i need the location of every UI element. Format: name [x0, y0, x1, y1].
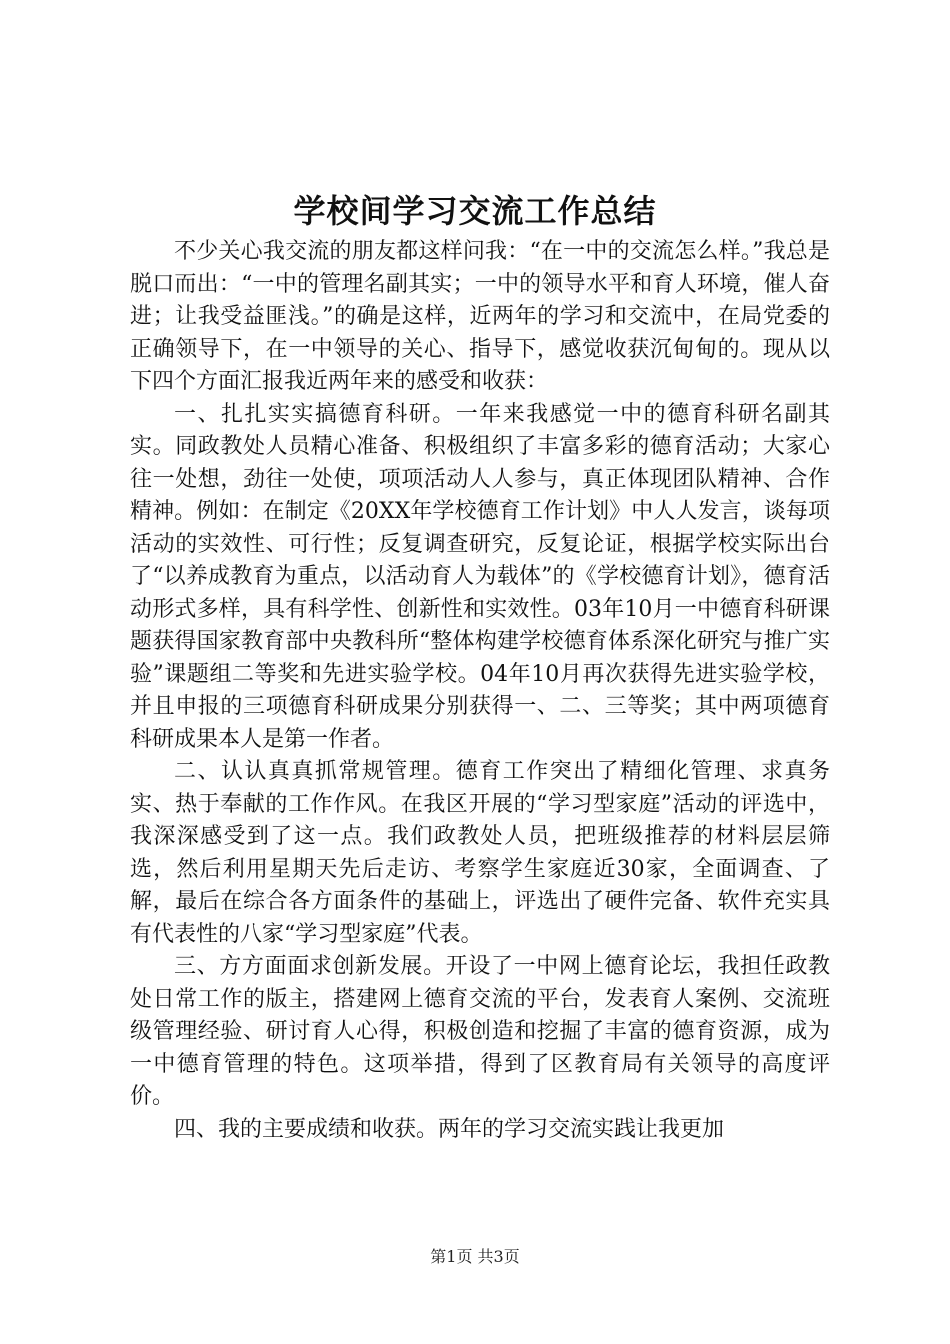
document-title: 学校间学习交流工作总结: [293, 192, 657, 230]
paragraph-intro: 不少关心我交流的朋友都这样问我：“在一中的交流怎么样。”我总是脱口而出：“一中的管理名副其实；一中的领导水平和育人环境，催人奋进；让我受益匪浅。”的确是这样，近两年的学习和交流中，在局党委的正确领导下，在一中领导的关心、指导下，感觉收获沉甸甸的。现从以下四个方面汇报我近两年来的感受和收获：: [130, 239, 830, 394]
paragraph-section-4: 四、我的主要成绩和收获。两年的学习交流实践让我更加: [174, 1116, 725, 1142]
document-body: [130, 236, 830, 1146]
paragraph-section-2: 二、认认真真抓常规管理。德育工作突出了精细化管理、求真务实、热于奉献的工作作风。在我区开展的“学习型家庭”活动的评选中，我深深感受到了这一点。我们政教处人员，把班级推荐的材料层层筛选，然后利用星期天先后走访、考察学生家庭近30家，全面调查、了解，最后在综合各方面条件的基础上，评选出了硬件完备、软件充实具有代表性的八家“学习型家庭”代表。: [130, 759, 830, 947]
paragraph-section-1: 一、扎扎实实搞德育科研。一年来我感觉一中的德育科研名副其实。同政教处人员精心准备、积极组织了丰富多彩的德育活动；大家心往一处想，劲往一处使，项项活动人人参与，真正体现团队精神、合作精神。例如：在制定《20XX年学校德育工作计划》中人人发言，谈每项活动的实效性、可行性；反复调查研究，反复论证，根据学校实际出台了“以养成教育为重点，以活动育人为载体”的《学校德育计划》，德育活动形式多样，具有科学性、创新性和实效性。03年10月一中德育科研课题获得国家教育部中央教科所“整体构建学校德育体系深化研究与推广实验”课题组二等奖和先进实验学校。04年10月再次获得先进实验学校，并且申报的三项德育科研成果分别获得一、二、三等奖；其中两项德育科研成果本人是第一作者。: [130, 401, 830, 752]
page-number-footer: 第1页 共3页: [430, 1247, 520, 1266]
paragraph-section-3: 三、方方面面求创新发展。开设了一中网上德育论坛，我担任政教处日常工作的版主，搭建网上德育交流的平台，发表育人案例、交流班级管理经验、研讨育人心得，积极创造和挖掘了丰富的德育资源，成为一中德育管理的特色。这项举措，得到了区教育局有关领导的高度评价。: [130, 954, 830, 1109]
